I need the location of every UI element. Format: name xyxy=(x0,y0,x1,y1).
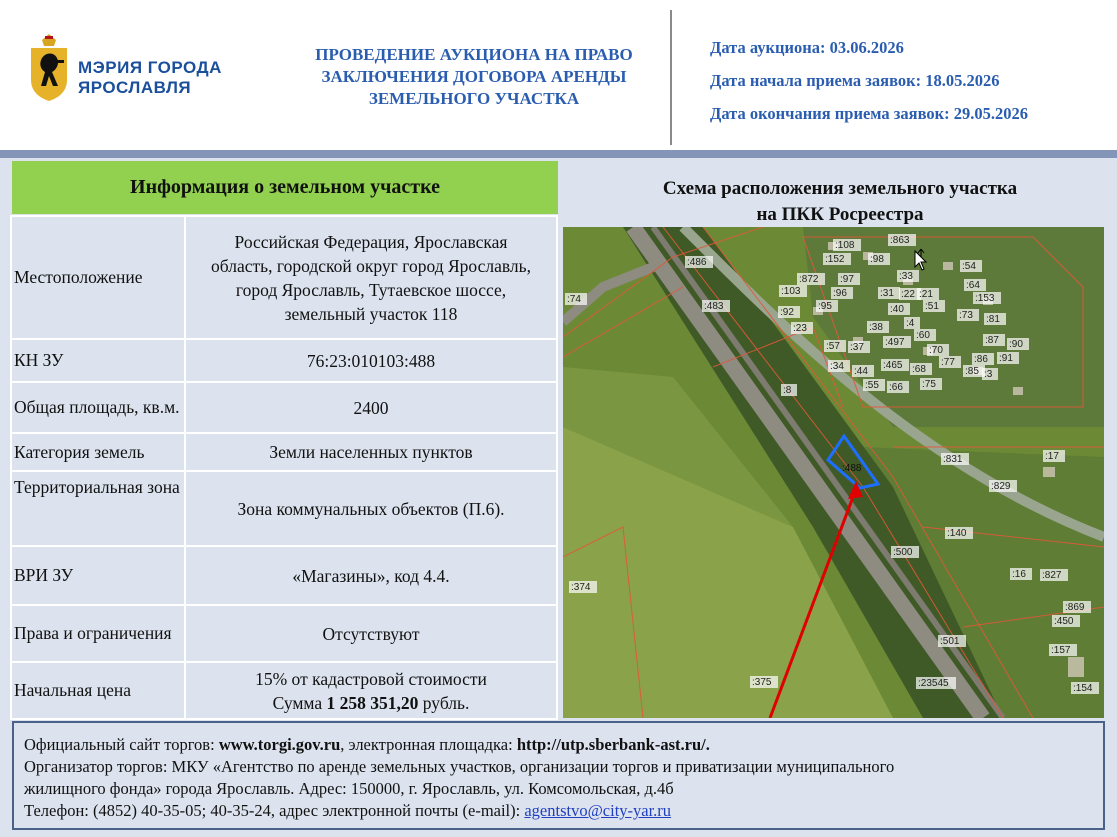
footer-line-organizer: Организатор торгов: МКУ «Агентство по аренде земельных участков, организации торгов и приватизации муниципального xyxy=(24,757,895,776)
footer-line-sites xyxy=(24,734,1093,756)
parcel-number-label: :90 xyxy=(1009,339,1023,350)
price-sum-prefix: Сумма xyxy=(272,692,327,713)
parcel-number-label: :68 xyxy=(912,364,926,375)
parcel-number-label: :70 xyxy=(929,345,943,356)
application-end-date: Дата окончания приема заявок: 29.05.2026 xyxy=(710,104,1029,123)
parcel-number-label: :92 xyxy=(780,307,794,318)
title-line: ЗАКЛЮЧЕНИЯ ДОГОВОРА АРЕНДЫ xyxy=(321,67,627,86)
application-start-date: Дата начала приема заявок: 18.05.2026 xyxy=(710,71,1000,90)
value-line: город Ярославль, Тутаевское шоссе, xyxy=(235,279,507,300)
title-line: ПРОВЕДЕНИЕ АУКЦИОНА НА ПРАВО xyxy=(315,45,633,64)
sites-separator: , электронная площадка: xyxy=(340,735,517,754)
parcel-number-label: :4 xyxy=(906,318,915,329)
row-label: ВРИ ЗУ xyxy=(11,546,185,605)
row-label: Общая площадь, кв.м. xyxy=(11,382,185,433)
parcel-number-label: :85 xyxy=(965,366,979,377)
parcel-number-label: :21 xyxy=(919,289,933,300)
row-label: Начальная цена xyxy=(11,662,185,719)
parcel-number-label: :81 xyxy=(986,314,1000,325)
row-label: Права и ограничения xyxy=(11,605,185,662)
logo xyxy=(28,34,248,104)
parcel-number-label: :375 xyxy=(752,677,772,688)
table-row xyxy=(11,605,557,662)
parcel-number-label: :75 xyxy=(922,379,936,390)
parcel-number-label: :40 xyxy=(890,304,904,315)
parcel-number-label: :501 xyxy=(940,636,960,647)
map-image xyxy=(563,227,1104,718)
parcel-number-label: :23 xyxy=(793,323,807,334)
table-row xyxy=(11,433,557,471)
coat-of-arms-icon xyxy=(28,34,70,102)
row-value xyxy=(185,216,557,339)
auction-date: Дата аукциона: 03.06.2026 xyxy=(710,38,904,57)
parcel-number-label: :152 xyxy=(825,254,845,265)
parcel-number-label: :37 xyxy=(850,342,864,353)
parcel-number-label: :55 xyxy=(865,380,879,391)
logo-line-2: ЯРОСЛАВЛЯ xyxy=(78,78,192,97)
parcel-number-label: :154 xyxy=(1073,683,1093,694)
scheme-title-line-2: на ПКК Росреестра xyxy=(756,204,924,225)
parcel-number-label: :74 xyxy=(567,294,581,305)
footer-info xyxy=(12,721,1105,830)
parcel-number-label: :54 xyxy=(962,261,976,272)
logo-text xyxy=(78,58,222,98)
row-value: 2400 xyxy=(185,382,557,433)
parcel-number-label: :157 xyxy=(1051,645,1071,656)
email-link[interactable]: agentstvo@city-yar.ru xyxy=(524,801,672,820)
table-row xyxy=(11,382,557,433)
parcel-number-label: :827 xyxy=(1042,570,1062,581)
parcel-number-label: :23545 xyxy=(918,678,949,689)
row-label: КН ЗУ xyxy=(11,339,185,382)
value-line: 15% от кадастровой стоимости xyxy=(255,668,487,689)
parcel-number-label: :829 xyxy=(991,481,1011,492)
parcel-number-label: :44 xyxy=(854,366,868,377)
parcel-number-label: :31 xyxy=(880,288,894,299)
table-row xyxy=(11,662,557,719)
parcel-number-label: :103 xyxy=(781,286,801,297)
parcel-number-label: :38 xyxy=(869,322,883,333)
parcel-number-label: :95 xyxy=(818,301,832,312)
row-value: «Магазины», код 4.4. xyxy=(185,546,557,605)
row-value: Зона коммунальных объектов (П.6). xyxy=(185,471,557,546)
parcel-label: :488 xyxy=(842,463,862,474)
title-line: ЗЕМЕЛЬНОГО УЧАСТКА xyxy=(368,89,580,108)
dates-block xyxy=(710,38,1028,137)
value-line: область, городской округ город Ярославль, xyxy=(211,255,531,276)
value-line: земельный участок 118 xyxy=(284,303,458,324)
parcel-number-label: :108 xyxy=(835,240,855,251)
parcel-number-label: :64 xyxy=(966,280,980,291)
phones-text: Телефон: (4852) 40-35-05; 40-35-24, адрес электронной почты (e-mail): xyxy=(24,801,525,820)
price-sum-amount: 1 258 351,20 xyxy=(326,692,419,713)
parcel-number-label: :8 xyxy=(783,385,792,396)
parcel-number-label: :91 xyxy=(999,353,1013,364)
parcel-number-label: :66 xyxy=(889,382,903,393)
parcel-number-label: :87 xyxy=(985,335,999,346)
row-value: Отсутствуют xyxy=(185,605,557,662)
parcel-number-label: :51 xyxy=(925,301,939,312)
parcel-number-label: :497 xyxy=(885,337,905,348)
torgi-link[interactable]: www.torgi.gov.ru xyxy=(218,735,341,754)
logo-line-1: МЭРИЯ ГОРОДА xyxy=(78,58,222,77)
row-value xyxy=(185,662,557,719)
sberbank-ast-link[interactable]: http://utp.sberbank-ast.ru/. xyxy=(516,735,710,754)
parcel-number-label: :374 xyxy=(571,582,591,593)
info-table xyxy=(10,215,558,720)
parcel-number-label: :869 xyxy=(1065,602,1085,613)
table-row xyxy=(11,471,557,546)
page-title xyxy=(292,44,656,110)
parcel-number-label: :16 xyxy=(1012,569,1026,580)
sites-label: Официальный сайт торгов: xyxy=(24,735,219,754)
parcel-number-label: :97 xyxy=(840,274,854,285)
footer-line-contacts xyxy=(24,800,1093,822)
parcel-number-label: :77 xyxy=(941,357,955,368)
cadastral-map xyxy=(563,227,1104,718)
row-label: Местоположение xyxy=(11,216,185,339)
table-row xyxy=(11,546,557,605)
price-sum xyxy=(190,691,552,715)
parcel-number-label: :34 xyxy=(830,361,844,372)
parcel-number-label: :17 xyxy=(1045,451,1059,462)
parcel-number-label: :483 xyxy=(704,301,724,312)
parcel-number-label: :22 xyxy=(901,289,915,300)
scheme-title xyxy=(562,176,1117,228)
header xyxy=(0,0,1117,150)
parcel-number-label: :863 xyxy=(890,235,910,246)
header-divider xyxy=(670,10,672,145)
value-line: Российская Федерация, Ярославская xyxy=(234,231,508,252)
parcel-number-label: :153 xyxy=(975,293,995,304)
parcel-number-label: :57 xyxy=(826,341,840,352)
footer-line-address: жилищного фонда» города Ярославль. Адрес: 150000, г. Ярославль, ул. Комсомольская, д.4б xyxy=(24,779,674,798)
header-band xyxy=(0,150,1117,158)
parcel-number-label: :33 xyxy=(899,271,913,282)
price-sum-suffix: рубль. xyxy=(418,692,470,713)
parcel-number-label: :140 xyxy=(947,528,967,539)
parcel-number-label: :872 xyxy=(799,274,819,285)
row-value: Земли населенных пунктов xyxy=(185,433,557,471)
parcel-number-label: :73 xyxy=(959,310,973,321)
parcel-number-label: :831 xyxy=(943,454,963,465)
table-row xyxy=(11,339,557,382)
table-row xyxy=(11,216,557,339)
parcel-number-label: :500 xyxy=(893,547,913,558)
parcel-number-label: :86 xyxy=(974,354,988,365)
scheme-title-line-1: Схема расположения земельного участка xyxy=(662,178,1018,199)
parcel-number-label: :450 xyxy=(1054,616,1074,627)
row-value: 76:23:010103:488 xyxy=(185,339,557,382)
parcel-number-label: :486 xyxy=(687,257,707,268)
parcel-number-label: :60 xyxy=(916,330,930,341)
parcel-number-label: :96 xyxy=(833,288,847,299)
info-heading: Информация о земельном участке xyxy=(12,161,558,214)
row-label: Территориальная зона xyxy=(11,471,185,546)
parcel-number-label: :3 xyxy=(984,369,993,380)
parcel-number-label: :98 xyxy=(870,254,884,265)
row-label: Категория земель xyxy=(11,433,185,471)
parcel-number-label: :465 xyxy=(883,360,903,371)
